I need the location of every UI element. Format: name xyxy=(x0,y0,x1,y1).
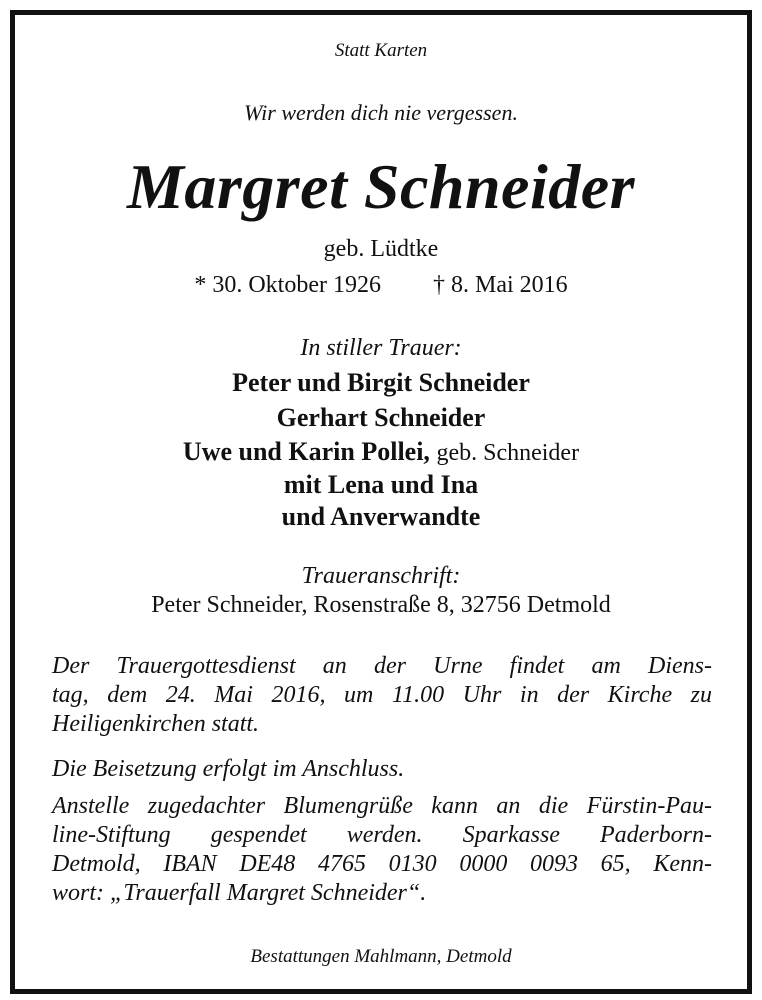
paragraph-line: Heiligenkirchen statt. xyxy=(52,711,260,737)
paragraph-line: Detmold, IBAN DE48 4765 0130 0000 0093 65, Kenn- xyxy=(52,851,712,877)
footer-text: Bestattungen Mahlmann, Detmold xyxy=(250,946,512,967)
death-date: † 8. Mai 2016 xyxy=(432,272,568,298)
mourner-line xyxy=(0,437,762,467)
deceased-name: Margret Schneider xyxy=(126,151,636,222)
service-paragraph xyxy=(52,652,712,739)
address-value: Peter Schneider, Rosenstraße 8, 32756 Detmold xyxy=(151,592,611,618)
paragraph-line: tag, dem 24. Mai 2016, um 11.00 Uhr in der Kirche zu xyxy=(52,682,712,708)
mourner-line: mit Lena und Ina xyxy=(283,470,479,499)
paragraph-line: Anstelle zugedachter Blumengrüße kann an die Fürstin-Pau- xyxy=(52,793,712,819)
birth-date: * 30. Oktober 1926 xyxy=(194,272,381,298)
paragraph-line: Der Trauergottesdienst an der Urne findet am Diens- xyxy=(52,653,712,679)
mourner-line: und Anverwandte xyxy=(281,502,481,531)
donation-paragraph xyxy=(52,792,712,908)
mourner-line: Gerhart Schneider xyxy=(276,403,486,432)
life-dates xyxy=(0,272,762,299)
paragraph-line: wort: „Trauerfall Margret Schneider“. xyxy=(52,880,427,906)
paragraph-line: line-Stiftung gespendet werden. Sparkasse Paderborn- xyxy=(52,822,712,848)
mourning-intro: In stiller Trauer: xyxy=(300,335,462,361)
burial-paragraph xyxy=(52,755,712,784)
paragraph-line: Die Beisetzung erfolgt im Anschluss. xyxy=(52,756,405,782)
motto: Wir werden dich nie vergessen. xyxy=(244,100,518,125)
mourner-name: Uwe und Karin Pollei, xyxy=(182,437,430,466)
mourner-maiden: geb. Schneider xyxy=(436,440,580,466)
address-label: Traueranschrift: xyxy=(301,563,461,589)
header-text: Statt Karten xyxy=(334,40,428,61)
maiden-name: geb. Lüdtke xyxy=(323,236,439,262)
mourner-line: Peter und Birgit Schneider xyxy=(232,368,530,397)
